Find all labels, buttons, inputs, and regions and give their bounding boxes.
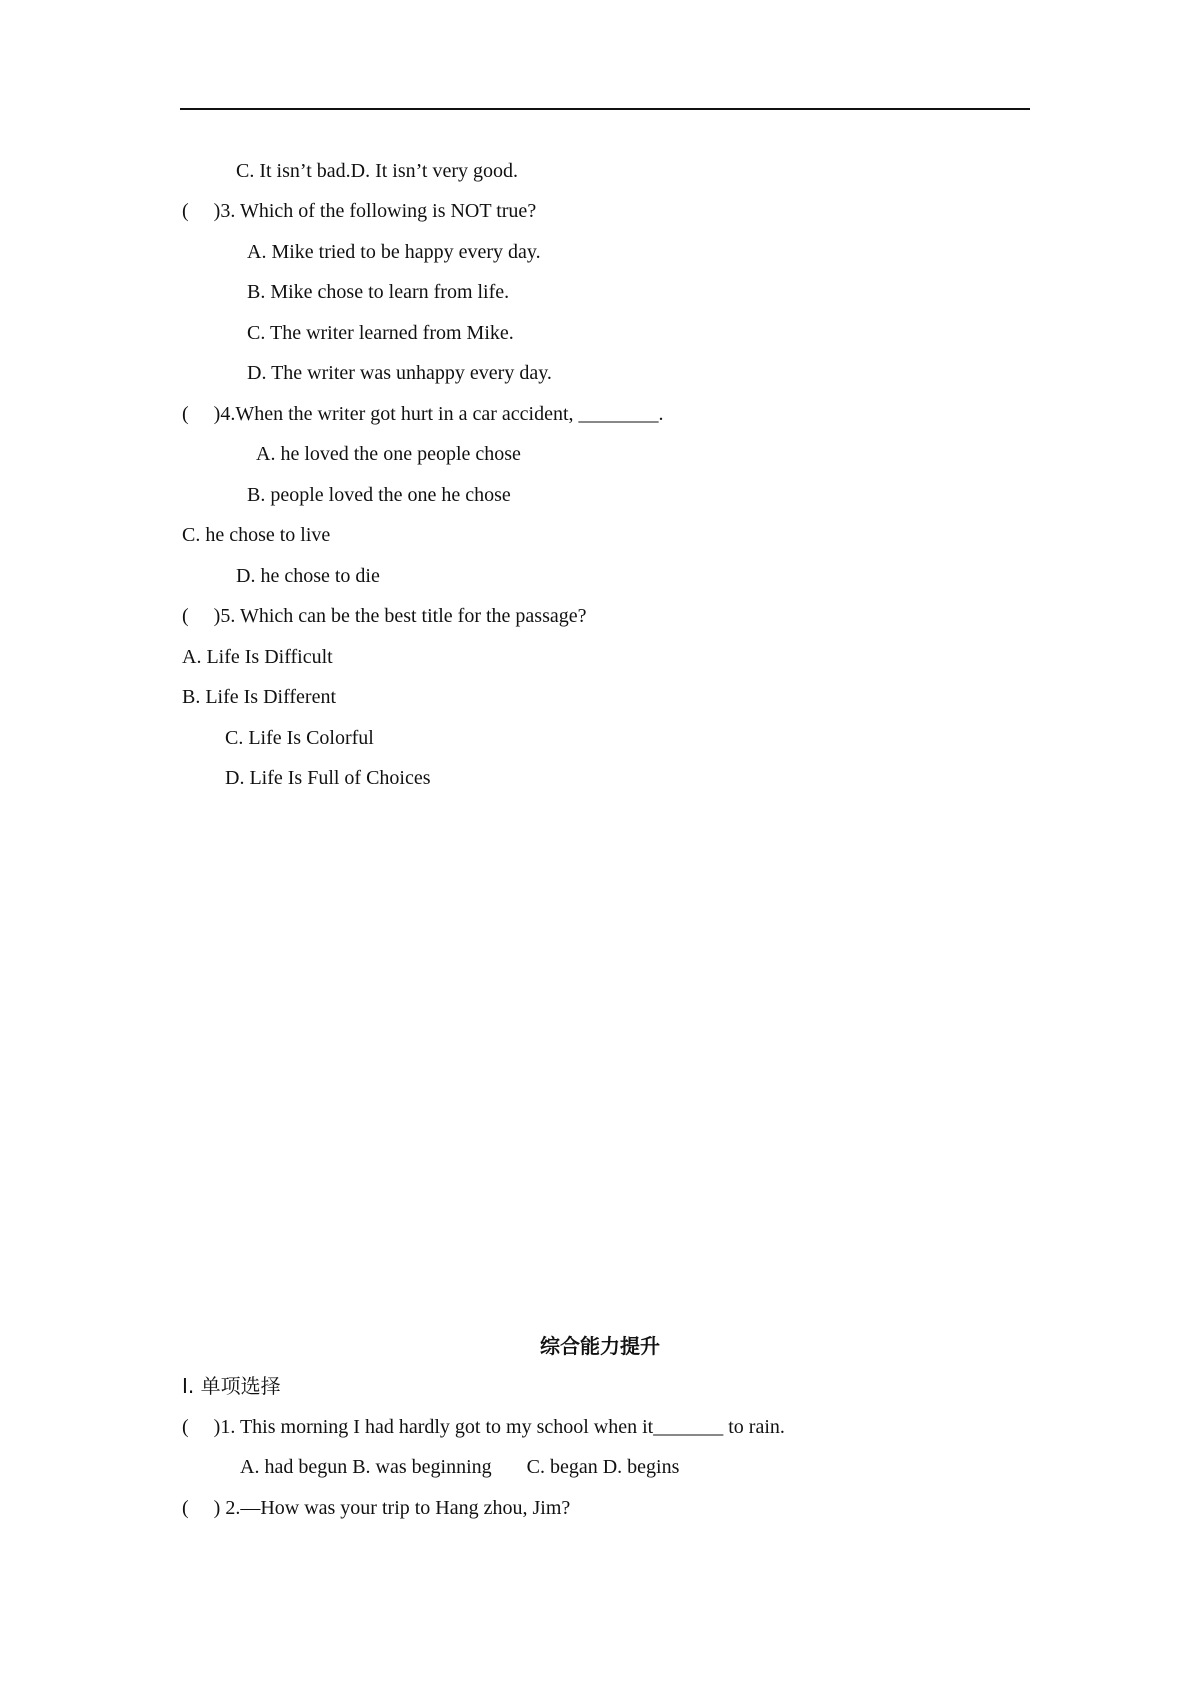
q4-option-d: D. he chose to die xyxy=(236,565,380,587)
section-q1-options: A. had begun B. was beginning C. began D. begins xyxy=(240,1456,680,1478)
section-subheading: Ⅰ. 单项选择 xyxy=(182,1374,281,1398)
q5-option-d: D. Life Is Full of Choices xyxy=(225,767,431,789)
section-question-1: ( )1. This morning I had hardly got to my school when it_______ to rain. xyxy=(182,1416,785,1438)
section-question-2: ( ) 2.—How was your trip to Hang zhou, Jim? xyxy=(182,1497,571,1519)
q3-option-d: D. The writer was unhappy every day. xyxy=(247,362,552,384)
option-c-d-line: C. It isn’t bad.D. It isn’t very good. xyxy=(236,160,519,182)
question-3: ( )3. Which of the following is NOT true? xyxy=(182,200,537,222)
question-4: ( )4.When the writer got hurt in a car accident, ________. xyxy=(182,403,664,425)
q5-option-c: C. Life Is Colorful xyxy=(225,727,374,749)
q4-option-b: B. people loved the one he chose xyxy=(247,484,511,506)
q5-option-b: B. Life Is Different xyxy=(182,686,337,708)
q3-option-c: C. The writer learned from Mike. xyxy=(247,322,514,344)
section-heading: 综合能力提升 xyxy=(540,1334,660,1358)
q5-option-a: A. Life Is Difficult xyxy=(182,646,333,668)
q4-option-a: A. he loved the one people chose xyxy=(256,443,521,465)
header-rule xyxy=(180,108,1030,110)
q4-option-c: C. he chose to live xyxy=(182,524,331,546)
question-5: ( )5. Which can be the best title for the passage? xyxy=(182,605,587,627)
q3-option-b: B. Mike chose to learn from life. xyxy=(247,281,510,303)
q3-option-a: A. Mike tried to be happy every day. xyxy=(247,241,541,263)
